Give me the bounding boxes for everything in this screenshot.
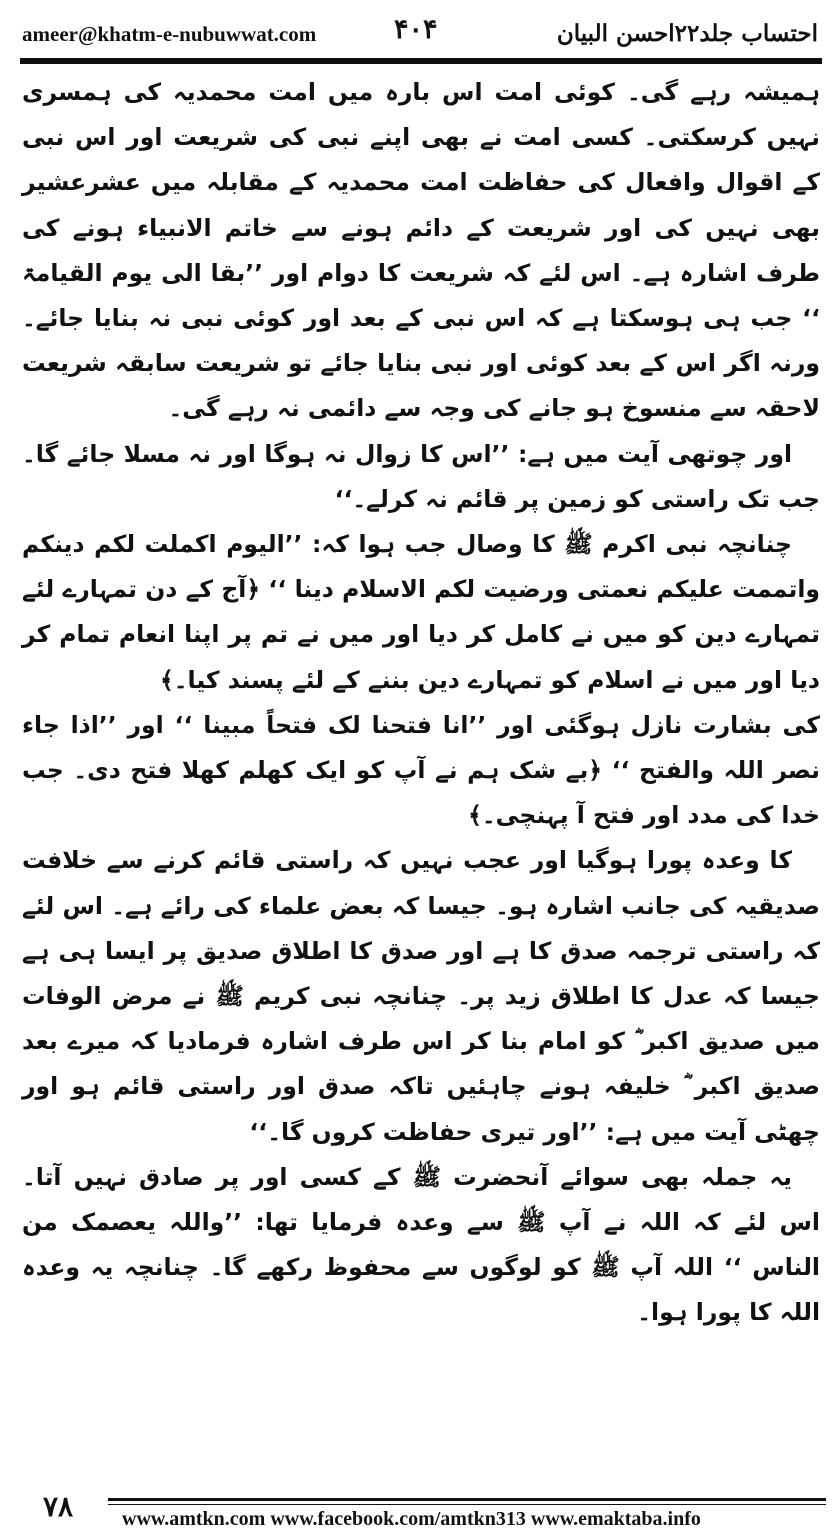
paragraph-3: چنانچہ نبی اکرم ﷺ کا وصال جب ہوا کہ: ’’الیوم اکملت لکم دینکم واتممت علیکم نعمتی ورضیت لکم الاسلام دینا ‘‘ ﴿آج کے دن تمہارے لئے تمہارے دین کو میں نے کامل کر دیا اور میں نے تم پر اپنا انعام تمام کر دیا اور میں نے اسلام کو تمہارے دین بننے کے لئے پسند کیا۔﴾ xyxy=(22,530,820,694)
header-rule xyxy=(20,58,822,64)
paragraph-5: کا وعدہ پورا ہوگیا اور عجب نہیں کہ راستی قائم کرنے سے خلافت صدیقیہ کی جانب اشارہ ہو۔ جیسا کہ بعض علماء کی رائے ہے۔ اس لئے کہ راستی ترجمہ صدق کا ہے اور صدق کا اطلاق صدیق پر ایسا ہی ہے جیسا کہ عدل کا اطلاق زید پر۔ چنانچہ نبی کریم ﷺ نے مرض الوفات میں صدیق اکبر ؓ کو امام بنا کر اس طرف اشارہ فرمادیا کہ میرے بعد صدیق اکبر ؓ خلیفہ ہونے چاہئیں تاکہ صدق اور راستی قائم ہو اور چھٹی آیت میں ہے: ’’اور تیری حفاظت کروں گا۔‘‘ xyxy=(22,846,820,1146)
paragraph-1: ہمیشہ رہے گی۔ کوئی امت اس بارہ میں امت محمدیہ کی ہمسری نہیں کرسکتی۔ کسی امت نے بھی اپنے نبی کی شریعت اور اس نبی کے اقوال وافعال کی حفاظت امت محمدیہ کے مقابلہ میں عشرعشیر بھی نہیں کی اور شریعت کے دائم ہونے سے خاتم الانبیاء ہونے کی طرف اشارہ ہے۔ اس لئے کہ شریعت کا دوام اور ’’بقا الی یوم القیامۃ ‘‘ جب ہی ہوسکتا ہے کہ اس نبی کے بعد اور کوئی نبی نہ بنایا جائے۔ ورنہ اگر اس کے بعد کوئی اور نبی بنایا جائے تو شریعت سابقہ شریعت لاحقہ سے منسوخ ہو جانے کی وجہ سے دائمی نہ رہے گی۔ xyxy=(22,78,820,423)
page-body xyxy=(22,70,820,1490)
page-footer xyxy=(14,1490,826,1536)
paragraph-4: کی بشارت نازل ہوگئی اور ’’انا فتحنا لک فتحاً مبینا ‘‘ اور ’’اذا جاء نصر اللہ والفتح ‘‘ ﴿بے شک ہم نے آپ کو ایک کھلم کھلا فتح دی۔ جب خدا کی مدد اور فتح آ پہنچی۔﴾ xyxy=(22,710,820,830)
header-book-title: احتساب جلد۲۲احسن البیان xyxy=(556,20,818,47)
footer-rule-thin xyxy=(108,1504,826,1505)
footer-page-label: ۷۸ xyxy=(42,1490,74,1523)
header-email: ameer@khatm-e-nubuwwat.com xyxy=(22,22,317,46)
paragraph-2: اور چوتھی آیت میں ہے: ’’اس کا زوال نہ ہوگا اور نہ مسلا جائے گا۔ جب تک راستی کو زمین پر قائم نہ کرلے۔‘‘ xyxy=(22,439,820,513)
header-page-number: ۴۰۴ xyxy=(394,14,438,45)
paragraph-6: یہ جملہ بھی سوائے آنحضرت ﷺ کے کسی اور پر صادق نہیں آتا۔ اس لئے کہ اللہ نے آپ ﷺ سے وعدہ فرمایا تھا: ’’واللہ یعصمک من الناس ‘‘ اللہ آپ ﷺ کو لوگوں سے محفوظ رکھے گا۔ چنانچہ یہ وعدہ اللہ کا پورا ہوا۔ xyxy=(22,1162,820,1327)
footer-links[interactable]: www.amtkn.com www.facebook.com/amtkn313 www.emaktaba.info xyxy=(122,1508,701,1530)
page-header xyxy=(14,12,826,52)
footer-rule xyxy=(108,1498,826,1501)
